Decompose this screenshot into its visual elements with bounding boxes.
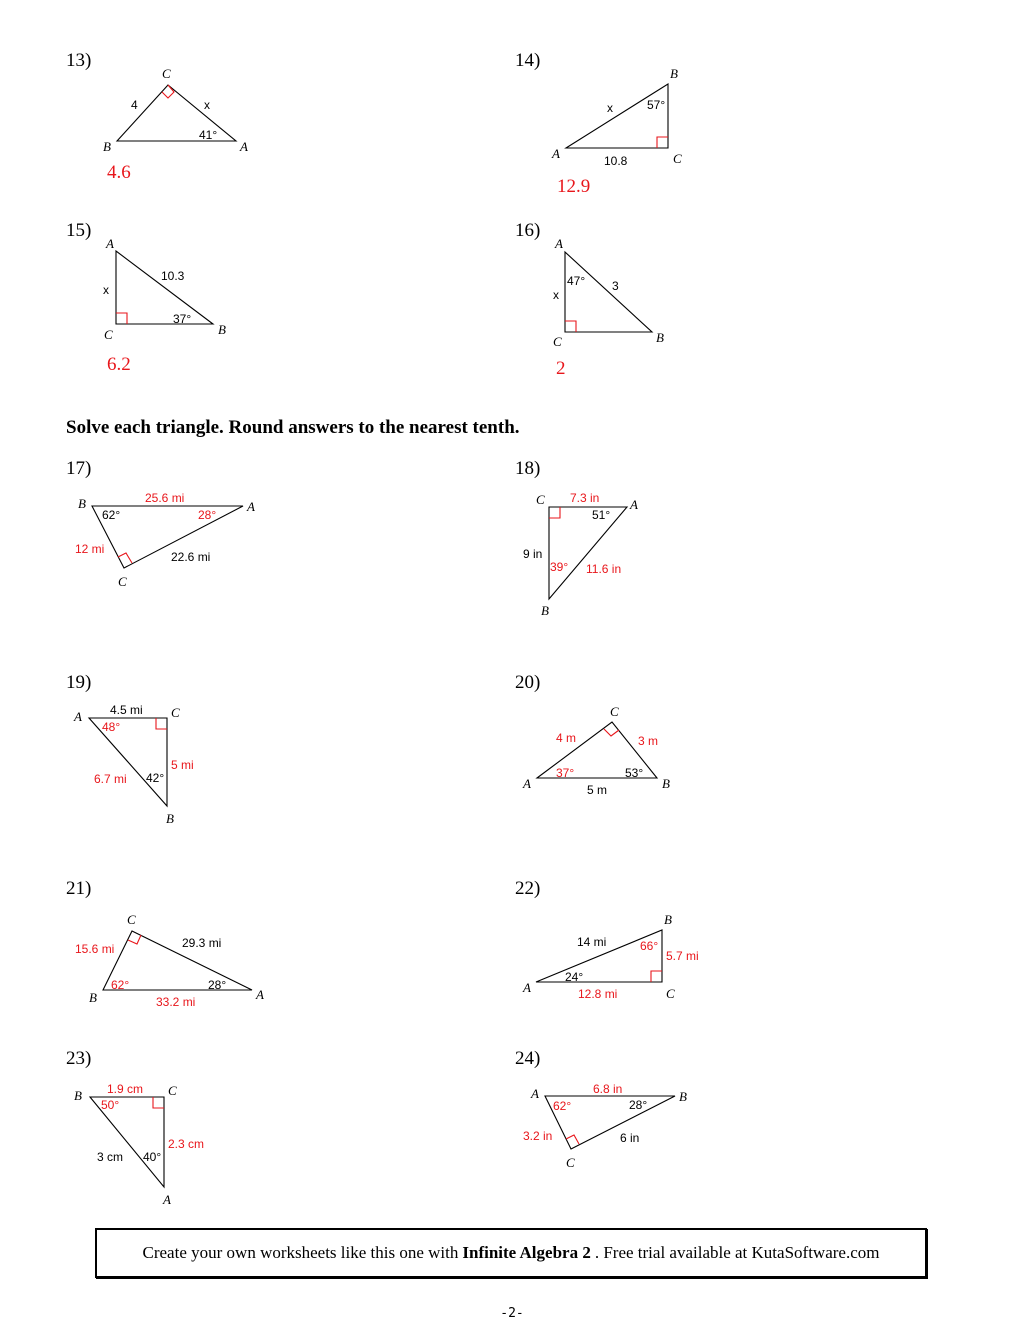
answer-13: 4.6 xyxy=(107,162,131,183)
answer-15: 6.2 xyxy=(107,354,131,375)
side-label: x xyxy=(553,288,559,302)
triangle-20 xyxy=(522,704,670,797)
vertex-label-c: C xyxy=(610,704,619,719)
side-label: 29.3 mi xyxy=(182,936,222,950)
vertex-label-a: A xyxy=(552,146,560,161)
vertex-label-c: C xyxy=(666,986,675,1001)
problem-number-20: 20) xyxy=(515,672,541,693)
side-label: 6.8 in xyxy=(593,1082,623,1096)
angle-label: 48° xyxy=(102,720,121,734)
side-label: x xyxy=(204,98,210,112)
side-label: 15.6 mi xyxy=(75,942,115,956)
vertex-label-a: A xyxy=(247,499,255,514)
vertex-label-b: B xyxy=(541,603,549,618)
vertex-label-c: C xyxy=(673,151,682,166)
vertex-label-c: C xyxy=(553,334,562,349)
footer-product-name: Infinite Algebra 2 xyxy=(462,1243,591,1262)
side-label: 10.3 xyxy=(161,269,185,283)
vertex-label-a: A xyxy=(163,1192,171,1207)
angle-label: 39° xyxy=(550,560,569,574)
vertex-label-b: B xyxy=(89,990,97,1005)
problem-number-18: 18) xyxy=(515,458,541,479)
angle-label: 53° xyxy=(625,766,644,780)
footer-banner xyxy=(95,1228,927,1278)
angle-label: 37° xyxy=(173,312,192,326)
angle-label: 62° xyxy=(111,978,130,992)
side-label: 4 m xyxy=(556,731,577,745)
side-label: 5.7 mi xyxy=(666,949,699,963)
angle-label: 28° xyxy=(629,1098,648,1112)
vertex-label-a: A xyxy=(630,497,638,512)
triangle-13 xyxy=(103,66,248,154)
vertex-label-b: B xyxy=(166,811,174,826)
vertex-label-a: A xyxy=(74,709,82,724)
vertex-label-c: C xyxy=(104,327,113,342)
triangle-19 xyxy=(73,703,194,826)
angle-label: 47° xyxy=(567,274,586,288)
angle-label: 57° xyxy=(647,98,666,112)
problem-number-15: 15) xyxy=(66,220,92,241)
side-label: 10.8 xyxy=(604,154,628,168)
side-label: 1.9 cm xyxy=(107,1082,144,1096)
vertex-label-b: B xyxy=(656,330,664,345)
problem-number-21: 21) xyxy=(66,878,92,899)
side-label: 25.6 mi xyxy=(145,491,185,505)
vertex-label-a: A xyxy=(531,1086,539,1101)
side-label: 11.6 in xyxy=(586,562,622,576)
problem-number-23: 23) xyxy=(66,1048,92,1069)
vertex-label-c: C xyxy=(168,1083,177,1098)
vertex-label-b: B xyxy=(664,912,672,927)
side-label: 9 in xyxy=(523,547,543,561)
instructions-heading: Solve each triangle. Round answers to the nearest tenth. xyxy=(66,417,520,438)
side-label: 5 m xyxy=(587,783,608,797)
vertex-label-b: B xyxy=(670,66,678,81)
side-label: 5 mi xyxy=(171,758,194,772)
angle-label: 40° xyxy=(143,1150,162,1164)
vertex-label-a: A xyxy=(523,980,531,995)
problem-number-14: 14) xyxy=(515,50,541,71)
vertex-label-c: C xyxy=(118,574,127,589)
triangle-18 xyxy=(523,491,638,618)
problem-number-24: 24) xyxy=(515,1048,541,1069)
side-label: 14 mi xyxy=(577,935,607,949)
side-label: 12 mi xyxy=(75,542,105,556)
vertex-label-a: A xyxy=(240,139,248,154)
vertex-label-c: C xyxy=(566,1155,575,1170)
answer-14: 12.9 xyxy=(557,176,591,197)
vertex-label-c: C xyxy=(162,66,171,81)
triangle-16 xyxy=(553,236,664,349)
side-label: 12.8 mi xyxy=(578,987,618,1001)
triangle-21 xyxy=(75,912,264,1009)
vertex-label-b: B xyxy=(218,322,226,337)
triangle-17 xyxy=(75,491,255,589)
angle-label: 28° xyxy=(198,508,217,522)
side-label: 6 in xyxy=(620,1131,640,1145)
vertex-label-a: A xyxy=(256,987,264,1002)
vertex-label-b: B xyxy=(662,776,670,791)
side-label: 33.2 mi xyxy=(156,995,196,1009)
side-label: 3 m xyxy=(638,734,659,748)
angle-label: 62° xyxy=(553,1099,572,1113)
angle-label: 62° xyxy=(102,508,121,522)
side-label: x xyxy=(103,283,109,297)
side-label: 3.2 in xyxy=(523,1129,553,1143)
problem-number-22: 22) xyxy=(515,878,541,899)
side-label: 2.3 cm xyxy=(168,1137,205,1151)
vertex-label-a: A xyxy=(523,776,531,791)
side-label: 4.5 mi xyxy=(110,703,143,717)
footer-prefix: Create your own worksheets like this one with xyxy=(142,1243,459,1262)
side-label: 3 cm xyxy=(97,1150,124,1164)
triangle-23 xyxy=(74,1082,204,1207)
angle-label: 24° xyxy=(565,970,584,984)
side-label: 4 xyxy=(131,98,138,112)
vertex-label-b: B xyxy=(74,1088,82,1103)
page-number: -2- xyxy=(500,1306,524,1321)
angle-label: 41° xyxy=(199,128,218,142)
vertex-label-b: B xyxy=(679,1089,687,1104)
angle-label: 37° xyxy=(556,766,575,780)
answer-16: 2 xyxy=(556,358,566,379)
problem-number-17: 17) xyxy=(66,458,92,479)
problem-number-19: 19) xyxy=(66,672,92,693)
vertex-label-a: A xyxy=(106,236,114,251)
angle-label: 28° xyxy=(208,978,227,992)
vertex-label-c: C xyxy=(536,492,545,507)
problem-number-16: 16) xyxy=(515,220,541,241)
side-label: 7.3 in xyxy=(570,491,600,505)
triangle-22 xyxy=(522,912,699,1001)
triangle-15 xyxy=(103,236,226,342)
vertex-label-a: A xyxy=(555,236,563,251)
angle-label: 66° xyxy=(640,939,659,953)
triangle-14 xyxy=(551,66,682,168)
problem-number-13: 13) xyxy=(66,50,92,71)
vertex-label-b: B xyxy=(103,139,111,154)
angle-label: 42° xyxy=(146,771,165,785)
footer-suffix: . Free trial available at KutaSoftware.com xyxy=(594,1243,880,1262)
vertex-label-c: C xyxy=(127,912,136,927)
side-label: x xyxy=(607,101,613,115)
side-label: 3 xyxy=(612,279,619,293)
vertex-label-c: C xyxy=(171,705,180,720)
triangle-24 xyxy=(523,1082,687,1170)
side-label: 22.6 mi xyxy=(171,550,211,564)
vertex-label-b: B xyxy=(78,496,86,511)
angle-label: 51° xyxy=(592,508,611,522)
angle-label: 50° xyxy=(101,1098,120,1112)
side-label: 6.7 mi xyxy=(94,772,127,786)
